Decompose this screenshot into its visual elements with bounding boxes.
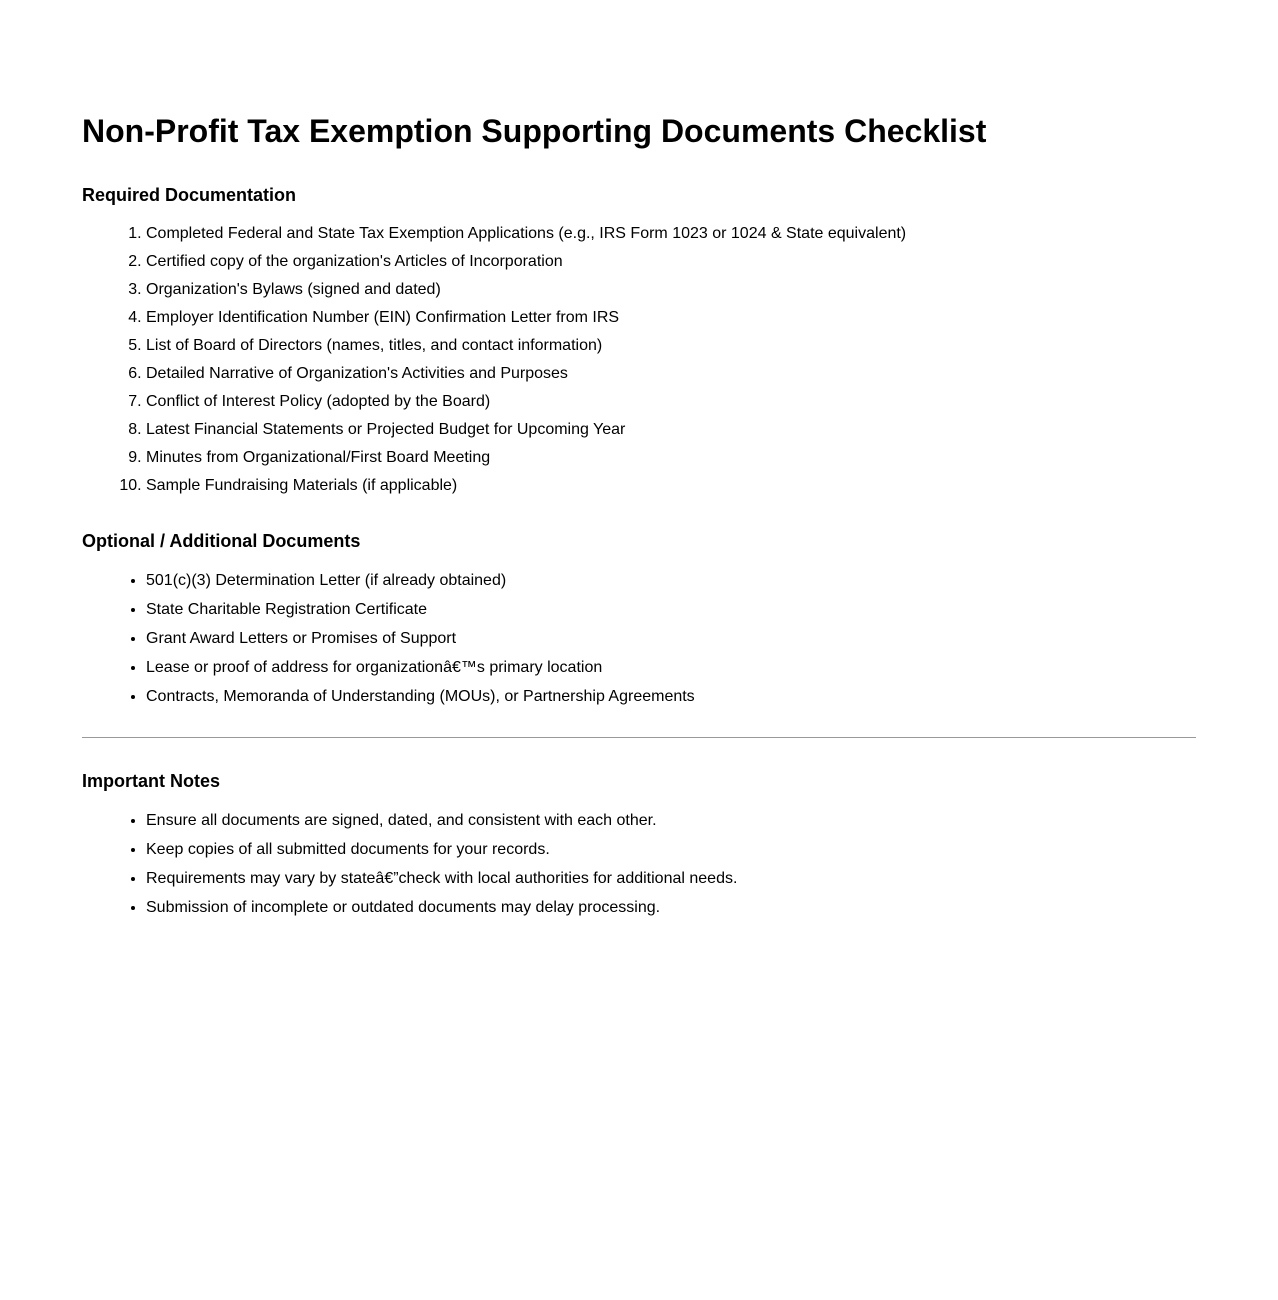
note-item: • Ensure all documents are signed, dated, and consistent with each other.	[146, 806, 1196, 835]
important-notes-section	[82, 770, 1196, 922]
optional-documents-heading: Optional / Additional Documents	[82, 531, 361, 551]
optional-document-item: • 501(c)(3) Determination Letter (if already obtained)	[146, 566, 1196, 595]
required-document-item: 5. List of Board of Directors (names, titles, and contact information)	[146, 332, 1196, 360]
required-documentation-section	[82, 184, 1196, 500]
required-document-item: 3. Organization's Bylaws (signed and dated)	[146, 276, 1196, 304]
required-document-item: 6. Detailed Narrative of Organization's Activities and Purposes	[146, 360, 1196, 388]
section-divider	[82, 737, 1196, 738]
note-item: • Keep copies of all submitted documents for your records.	[146, 835, 1196, 864]
required-document-item: 9. Minutes from Organizational/First Board Meeting	[146, 444, 1196, 472]
important-notes-list	[82, 806, 1196, 922]
optional-document-item: • Grant Award Letters or Promises of Support	[146, 624, 1196, 653]
optional-document-item: • State Charitable Registration Certificate	[146, 595, 1196, 624]
required-document-item: 2. Certified copy of the organization's Articles of Incorporation	[146, 248, 1196, 276]
required-documents-list	[82, 220, 1196, 500]
optional-documents-list	[82, 566, 1196, 711]
required-document-item: 10. Sample Fundraising Materials (if applicable)	[146, 472, 1196, 500]
required-document-item: 8. Latest Financial Statements or Projected Budget for Upcoming Year	[146, 416, 1196, 444]
required-document-item: 7. Conflict of Interest Policy (adopted by the Board)	[146, 388, 1196, 416]
optional-document-item: • Lease or proof of address for organizationâ€™s primary location	[146, 653, 1196, 682]
important-notes-heading: Important Notes	[82, 771, 221, 791]
required-document-item: 4. Employer Identification Number (EIN) Confirmation Letter from IRS	[146, 304, 1196, 332]
optional-documents-section	[82, 530, 1196, 711]
required-documentation-heading: Required Documentation	[82, 185, 297, 205]
note-item: • Submission of incomplete or outdated documents may delay processing.	[146, 893, 1196, 922]
page-title: Non-Profit Tax Exemption Supporting Documents Checklist	[82, 113, 987, 149]
optional-document-item: • Contracts, Memoranda of Understanding (MOUs), or Partnership Agreements	[146, 682, 1196, 711]
required-document-item: 1. Completed Federal and State Tax Exemption Applications (e.g., IRS Form 1023 or 1024 & State equivalent)	[146, 220, 1196, 248]
note-item: • Requirements may vary by stateâ€”check with local authorities for additional needs.	[146, 864, 1196, 893]
